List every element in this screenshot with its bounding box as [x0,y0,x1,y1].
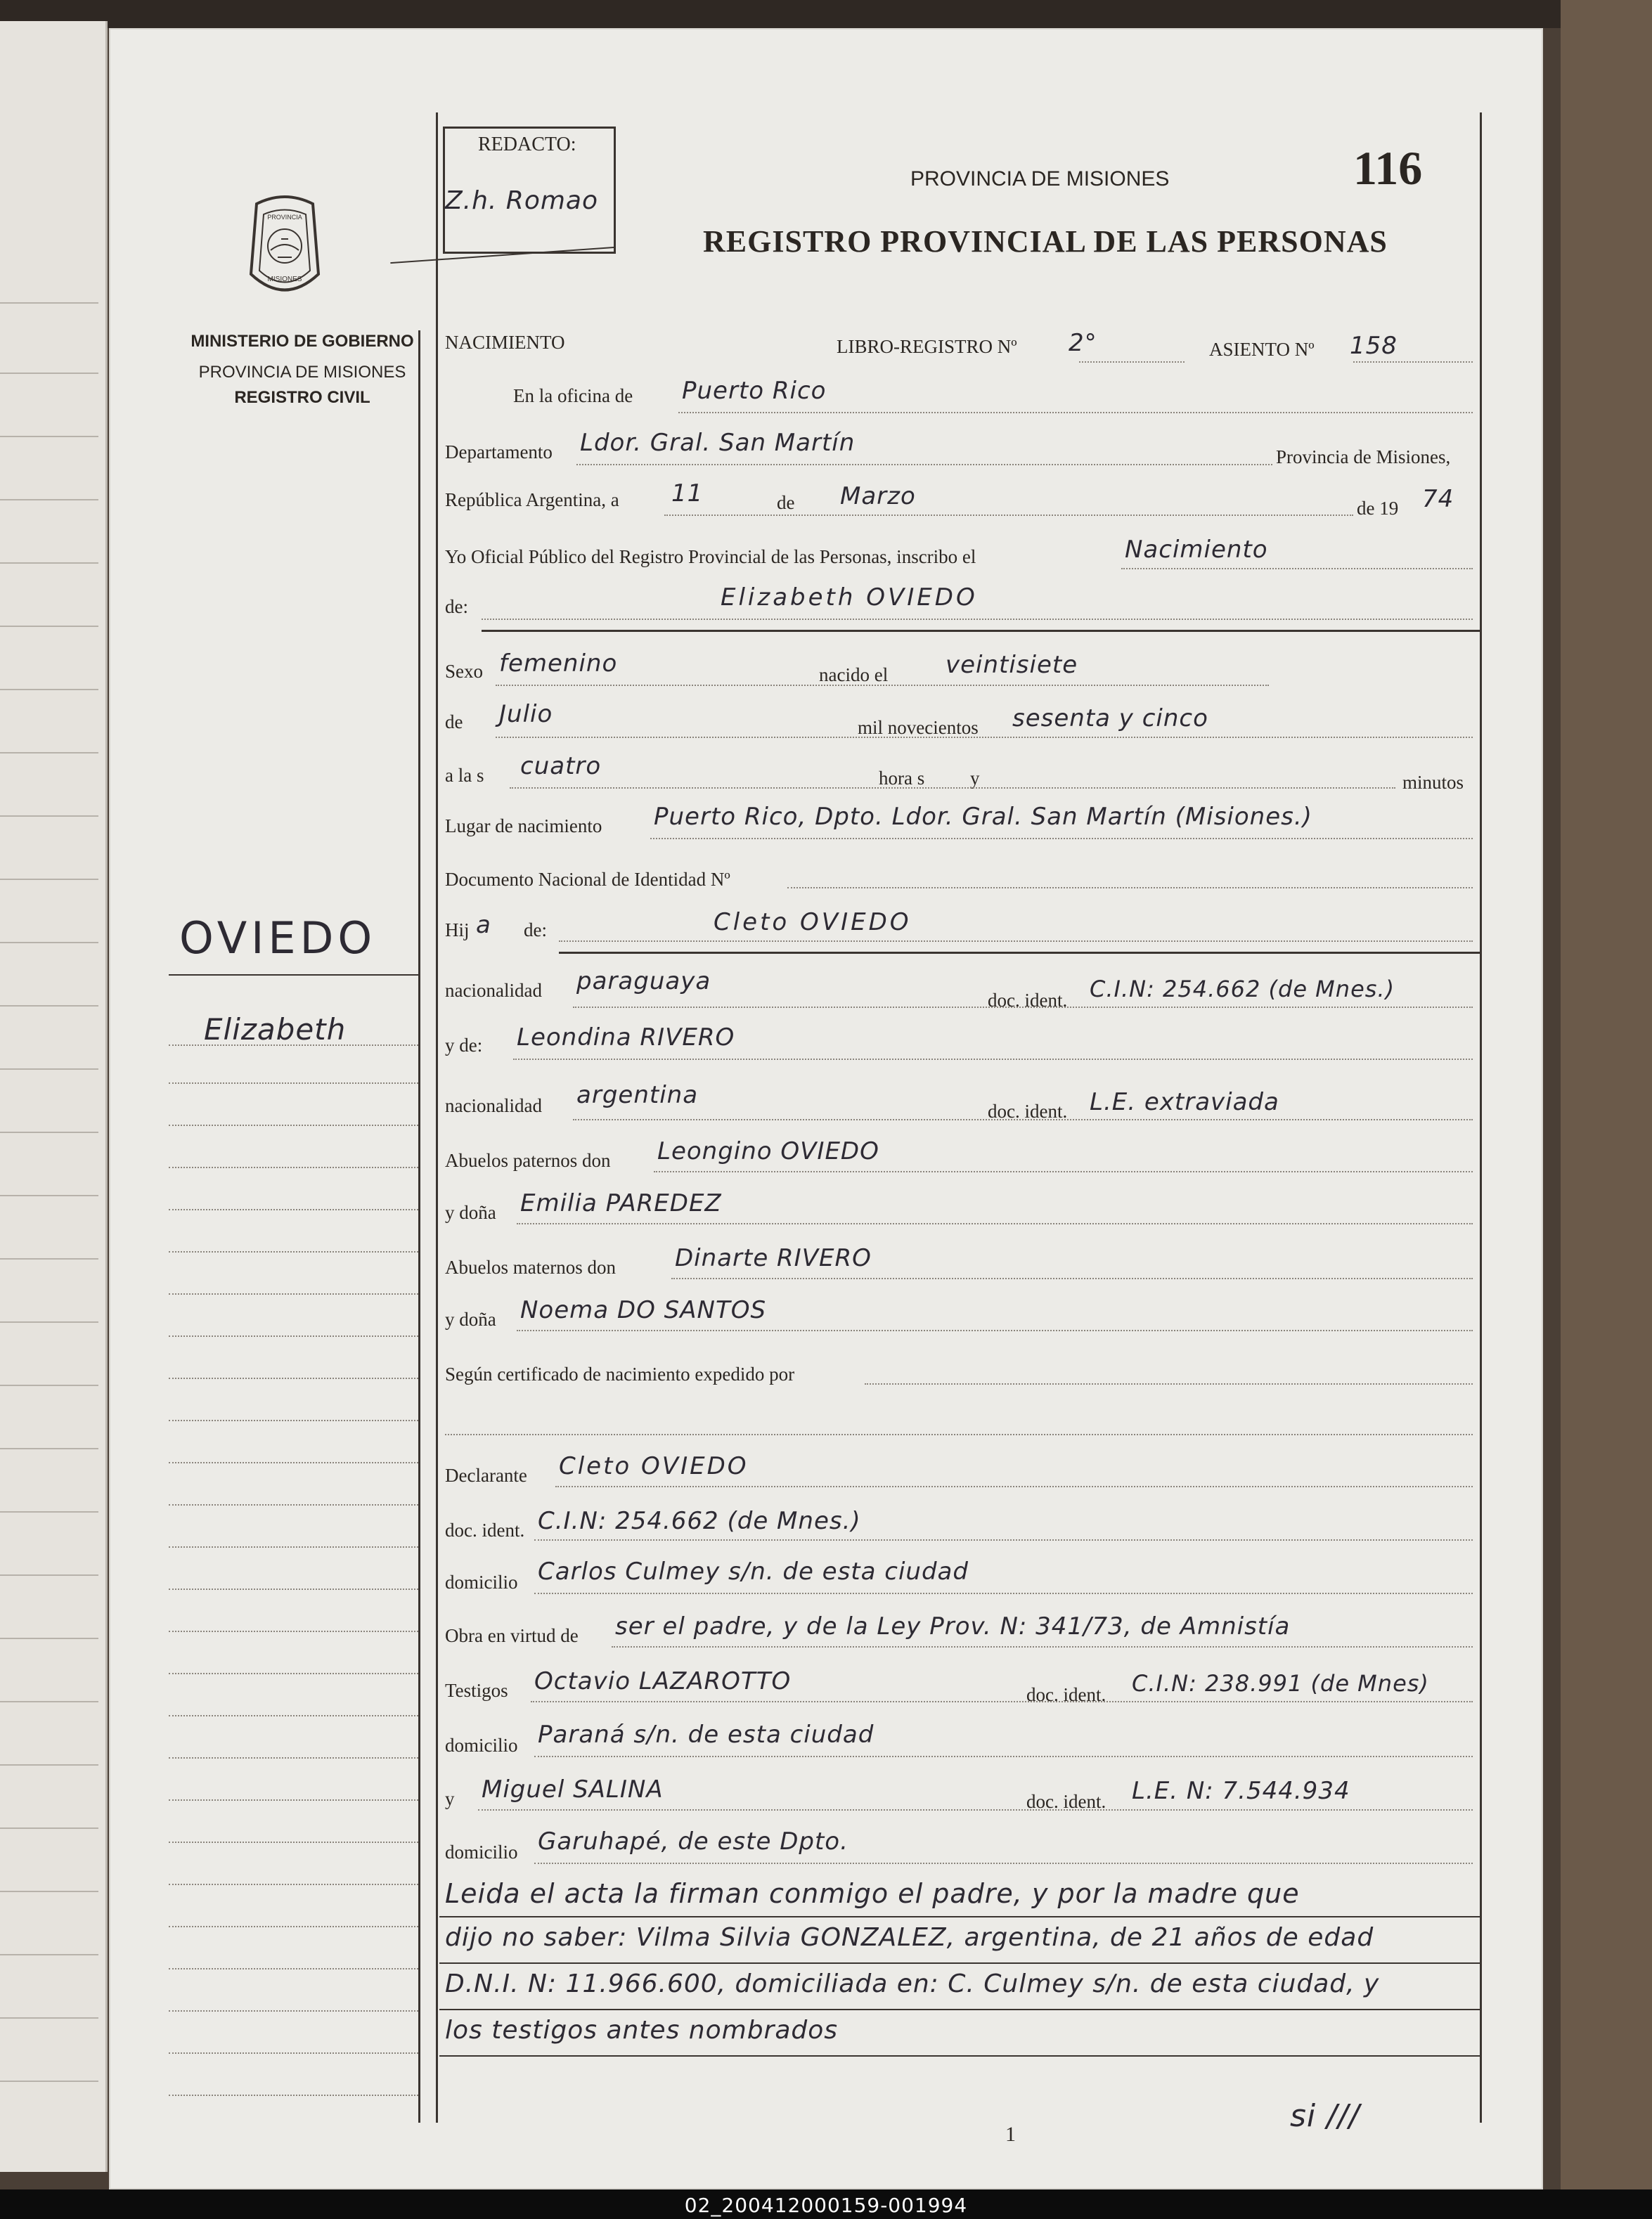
asiento-value: 158 [1350,332,1398,360]
sexo-label: Sexo [445,661,483,682]
dia-value: 11 [671,479,704,507]
libro-label: LIBRO-REGISTRO Nº [837,336,1017,357]
closing-mark: si /// [1290,2098,1360,2134]
hija-label: Hij [445,919,470,940]
nac1-value: paraguaya [576,967,711,995]
image-label: 02_200412000159-001994 [684,2194,968,2217]
t1-doc-value: C.I.N: 238.991 (de Mnes) [1132,1670,1429,1697]
de2-label: de [445,711,463,732]
redacto-signature: Z.h. Romao [445,186,599,215]
name-underline [482,630,1480,632]
t2-doc-label: doc. ident. [1026,1791,1106,1812]
de-nombre-label: de: [445,596,468,617]
doc2-value: L.E. extraviada [1090,1088,1279,1116]
abuelo-pat-value: Leongino OVIEDO [657,1137,879,1165]
anio-value: 74 [1422,485,1454,513]
minutos-label: minutos [1402,772,1464,793]
doc2-label: doc. ident. [988,1101,1068,1122]
record-type: NACIMIENTO [445,332,565,353]
mes-value: Marzo [840,482,916,510]
oficina-label: En la oficina de [513,385,633,406]
abuela-pat-value: Emilia PAREDEZ [520,1189,722,1217]
nota-line-1: Leida el acta la firman conmigo el padre, y por la madre que [445,1878,1300,1909]
page-number: 116 [1353,141,1423,195]
nota-line-3: D.N.I. N: 11.966.600, domiciliada en: C. Culmey s/n. de esta ciudad, y [445,1969,1380,1998]
yde-label: y de: [445,1035,483,1056]
seal-bottom-text: MISIONES [267,276,302,283]
provincial-seal-icon [243,190,327,309]
nota-line-2: dijo no saber: Vilma Silvia GONZALEZ, argentina, de 21 años de edad [445,1923,1374,1952]
y-label: y [970,768,980,789]
asiento-label: ASIENTO Nº [1209,339,1315,360]
ydona1-label: y doña [445,1202,496,1223]
testigos-label: Testigos [445,1680,508,1701]
seal-top-text: PROVINCIA [267,214,302,221]
redacto-label: REDACTO: [478,134,576,155]
anio-nac-value: sesenta y cinco [1012,704,1208,732]
abuelo-mat-value: Dinarte RIVERO [675,1244,872,1272]
testigo1-value: Octavio LAZAROTTO [534,1667,792,1695]
margin-divider [418,330,420,2123]
domicilio1-label: domicilio [445,1572,518,1593]
segun-label: Según certificado de nacimiento expedido por [445,1364,795,1385]
mil-label: mil novecientos [858,717,979,738]
dni-label: Documento Nacional de Identidad Nº [445,869,730,890]
registry-page [109,28,1543,2189]
doc1-value: C.I.N: 254.662 (de Mnes.) [1090,976,1395,1002]
hora-value: cuatro [520,752,602,780]
anio-prefix: de 19 [1357,498,1399,519]
sexo-value: femenino [499,649,618,678]
obra-value: ser el padre, y de la Ley Prov. N: 341/73, de Amnistía [615,1612,1291,1641]
abuelos-pat-label: Abuelos paternos don [445,1150,611,1171]
declarante-label: Declarante [445,1465,527,1486]
binder-right-edge [1561,0,1652,2219]
ydona2-label: y doña [445,1309,496,1330]
margin-surname: OVIEDO [179,912,377,964]
domicilio3-label: domicilio [445,1842,518,1863]
domicilio1-value: Carlos Culmey s/n. de esta ciudad [538,1558,969,1586]
t1-doc-label: doc. ident. [1026,1684,1106,1705]
ministry-province: PROVINCIA DE MISIONES [198,363,406,382]
domicilio2-value: Paraná s/n. de esta ciudad [538,1721,875,1749]
ministry-title: MINISTERIO DE GOBIERNO [191,332,414,351]
oficina-value: Puerto Rico [682,377,827,405]
horas-label: hora s [879,768,925,789]
form-right-border [1480,112,1482,2123]
obra-label: Obra en virtud de [445,1625,579,1646]
hija-de-label: de: [524,919,547,940]
de-label: de [777,492,795,513]
father-underline [559,952,1480,954]
y2-label: y [445,1788,455,1809]
domicilio3-value: Garuhapé, de este Dpto. [538,1827,848,1856]
decl-doc-value: C.I.N: 254.662 (de Mnes.) [538,1507,861,1535]
nota-line-4: los testigos antes nombrados [445,2016,839,2045]
abuelos-mat-label: Abuelos maternos don [445,1257,616,1278]
province-title: PROVINCIA DE MISIONES [910,167,1170,190]
lugar-value: Puerto Rico, Dpto. Ldor. Gral. San Martín (Misiones.) [654,803,1312,831]
abuela-mat-value: Noema DO SANTOS [520,1296,767,1324]
provincia-label: Provincia de Misiones, [1276,446,1451,467]
declarante-value: Cleto OVIEDO [559,1452,749,1480]
departamento-label: Departamento [445,441,553,462]
doc1-label: doc. ident. [988,990,1068,1011]
margin-given-name: Elizabeth [204,1012,347,1047]
registry-title: REGISTRO PROVINCIAL DE LAS PERSONAS [703,224,1388,259]
libro-value: 2° [1069,329,1097,357]
nacido-value: veintisiete [946,651,1078,679]
departamento-value: Ldor. Gral. San Martín [580,429,856,457]
testigo2-value: Miguel SALINA [482,1775,664,1804]
civil-registry-label: REGISTRO CIVIL [234,388,370,407]
madre-value: Leondina RIVERO [517,1023,735,1052]
decl-doc-label: doc. ident. [445,1520,525,1541]
mes-nac-value: Julio [499,700,553,728]
nombre-value: Elizabeth OVIEDO [721,583,978,612]
image-caption-bar [0,2189,1652,2219]
domicilio2-label: domicilio [445,1735,518,1756]
binder-top-edge [0,0,1652,28]
nacido-label: nacido el [819,664,889,685]
facing-page [0,21,108,2172]
oficial-text: Yo Oficial Público del Registro Provincial de las Personas, inscribo el [445,546,976,567]
nac1-label: nacionalidad [445,980,542,1001]
bottom-mark: 1 [1005,2123,1016,2146]
hija-suffix: a [476,911,491,939]
t2-doc-value: L.E. N: 7.544.934 [1132,1777,1350,1805]
padre-value: Cleto OVIEDO [714,908,912,936]
nac2-label: nacionalidad [445,1095,542,1116]
form-left-border [436,112,438,2123]
nac2-value: argentina [576,1081,699,1109]
lugar-label: Lugar de nacimiento [445,815,602,836]
republica-label: República Argentina, a [445,489,619,510]
alas-label: a la s [445,765,484,786]
inscribo-value: Nacimiento [1125,536,1268,564]
